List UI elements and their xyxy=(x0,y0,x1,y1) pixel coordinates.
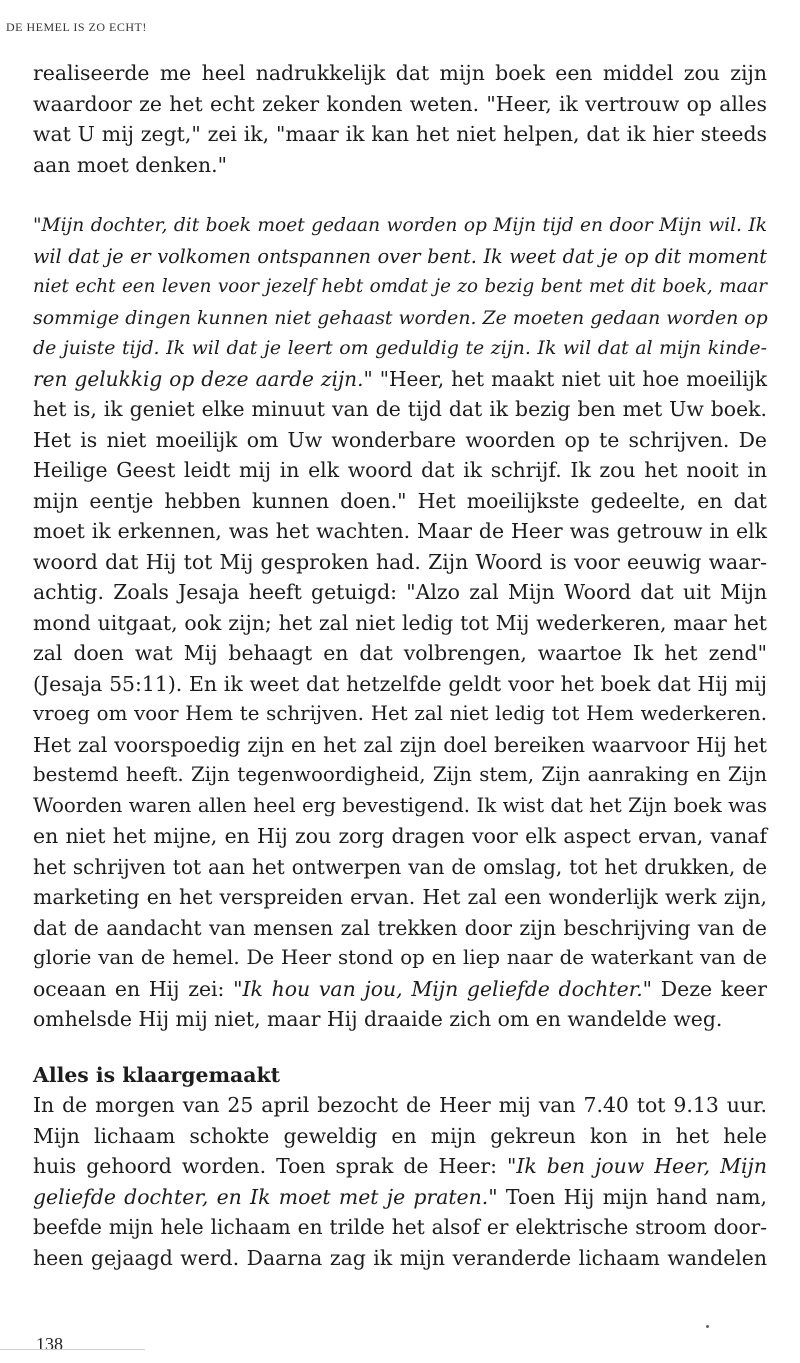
text-line-mixed xyxy=(33,1151,767,1182)
text-fragment: huis gehoord worden. Toen sprak de Heer: xyxy=(33,1154,507,1178)
text-fragment: "Heer, het maakt niet uit hoe moeilijk xyxy=(372,366,767,391)
text-line: marketing en het verspreiden ervan. Het zal een wonderlijk werk zijn, xyxy=(33,885,767,909)
text-fragment: Toen Hij mijn hand nam, xyxy=(497,1184,768,1209)
text-line: glorie van de hemel. De Heer stond op en liep naar de waterkant van de xyxy=(33,946,767,969)
text-line: omhelsde Hij mij niet, maar Hij draaide zich om en wandelde weg. xyxy=(33,1007,723,1031)
page-body xyxy=(33,58,767,1273)
text-fragment: Deze keer xyxy=(652,976,767,1001)
text-line: realiseerde me heel nadrukkelijk dat mijn boek een middel zou zijn xyxy=(33,61,767,85)
text-line: Mijn lichaam schokte geweldig en mijn gekreun kon in het hele xyxy=(33,1123,767,1148)
text-line: het schrijven tot aan het ontwerpen van de omslag, tot het drukken, de xyxy=(33,854,767,879)
speck-mark xyxy=(706,1325,709,1328)
text-line: beefde mijn hele lichaam en trilde het alsof er elektrische stroom door- xyxy=(33,1215,767,1239)
text-line: In de morgen van 25 april bezocht de Heer mij van 7.40 tot 9.13 uur. xyxy=(33,1093,767,1117)
quote-fragment: geliefde dochter, en Ik moet met je praten." xyxy=(33,1184,498,1209)
text-line: moet ik erkennen, was het wachten. Maar de Heer was getrouw in elk xyxy=(33,519,767,543)
text-line: Het is niet moeilijk om Uw wonderbare woorden op te schrijven. De xyxy=(33,427,767,452)
text-line-mixed xyxy=(33,1182,767,1213)
quote-fragment: ren gelukkig op deze aarde zijn." xyxy=(33,366,373,391)
page-number: 138 xyxy=(36,1334,63,1354)
text-line: Woorden waren allen heel erg bevestigend. Ik wist dat het Zijn boek was xyxy=(33,793,767,817)
text-line: mijn eentje hebben kunnen doen." Het moeilijkste gedeelte, en dat xyxy=(33,488,767,513)
text-line: mond uitgaat, ook zijn; het zal niet ledig tot Mij wederkeren, maar het xyxy=(33,610,767,635)
quote-line: sommige dingen kunnen niet gehaast worden. Ze moeten gedaan worden op xyxy=(33,306,768,329)
text-line: waardoor ze het echt zeker konden weten. "Heer, ik vertrouw op alles xyxy=(33,91,767,116)
text-line: wat U mij zegt," zei ik, "maar ik kan het niet helpen, dat ik hier steeds xyxy=(33,122,767,146)
text-line: het is, ik geniet elke minuut van de tijd dat ik bezig ben met Uw boek. xyxy=(33,397,767,421)
quote-line: de juiste tijd. Ik wil dat je leert om geduldig te zijn. Ik wil dat al mijn kinde- xyxy=(33,337,767,359)
text-fragment: oceaan en Hij zei: xyxy=(33,976,234,1001)
quote-line: "Mijn dochter, dit boek moet gedaan worden op Mijn tijd en door Mijn wil. Ik xyxy=(33,215,767,236)
running-head: DE HEMEL IS ZO ECHT! xyxy=(6,20,147,34)
section-heading: Alles is klaargemaakt xyxy=(33,1062,281,1087)
text-line: zal doen wat Mij behaagt en dat volbrengen, waartoe Ik het zend" xyxy=(33,641,767,665)
text-line: en niet het mijne, en Hij zou zorg dragen voor elk aspect ervan, vanaf xyxy=(33,824,767,848)
text-line: (Jesaja 55:11). En ik weet dat hetzelfde geldt voor het boek dat Hij mij xyxy=(33,671,767,696)
text-line: Heilige Geest leidt mij in elk woord dat ik schrijf. Ik zou het nooit in xyxy=(33,458,767,482)
quote-fragment: "Ik ben jouw Heer, Mijn xyxy=(507,1154,767,1178)
quote-line: niet echt een leven voor jezelf hebt omdat je zo bezig bent met dit boek, maar xyxy=(33,276,767,297)
quote-line: wil dat je er volkomen ontspannen over bent. Ik weet dat je op dit moment xyxy=(33,244,767,268)
text-line: achtig. Zoals Jesaja heeft getuigd: "Alzo zal Mijn Woord dat uit Mijn xyxy=(33,580,767,604)
section-gap xyxy=(33,1035,767,1060)
footer-rule xyxy=(0,1349,145,1350)
text-line-mixed xyxy=(33,974,767,1005)
text-line: dat de aandacht van mensen zal trekken door zijn beschrijving van de xyxy=(33,915,767,940)
text-line: aan moet denken." xyxy=(33,152,227,177)
text-line: vroeg om voor Hem te schrijven. Het zal niet ledig tot Hem wederkeren. xyxy=(33,702,767,725)
text-line: heen gejaagd werd. Daarna zag ik mijn veranderde lichaam wandelen xyxy=(33,1245,767,1270)
text-line: Het zal voorspoedig zijn en het zal zijn doel bereiken waarvoor Hij het xyxy=(33,732,767,757)
text-line: bestemd heeft. Zijn tegenwoordigheid, Zijn stem, Zijn aanraking en Zijn xyxy=(33,763,767,786)
text-line: woord dat Hij tot Mij gesproken had. Zijn Woord is voor eeuwig waar- xyxy=(33,549,767,574)
paragraph-gap xyxy=(33,180,767,211)
quote-fragment: "Ik hou van jou, Mijn geliefde dochter." xyxy=(233,976,653,1001)
text-line-mixed xyxy=(33,364,767,395)
